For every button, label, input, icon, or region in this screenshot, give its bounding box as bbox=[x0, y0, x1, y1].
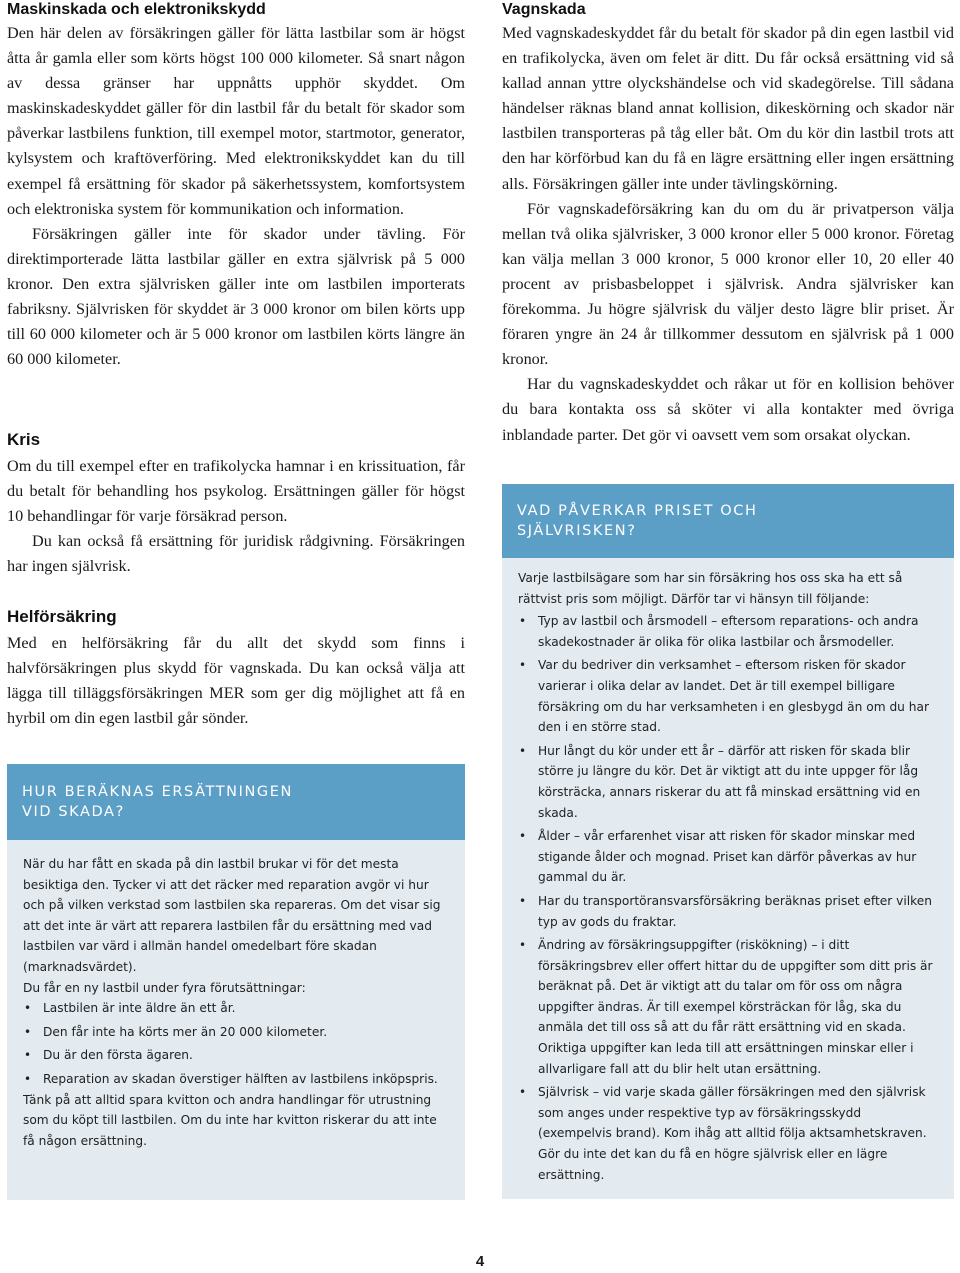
info-box-title-line2: SJÄLVRISKEN? bbox=[517, 523, 637, 539]
bullet-icon: • bbox=[519, 829, 527, 844]
info-box-title-line1: VAD PÅVERKAR PRISET OCH bbox=[517, 503, 758, 519]
bullet-list bbox=[23, 998, 449, 1089]
list-item: • Har du transportöransvarsförsäkring beräknas priset efter vilken typ av gods du fraktar. bbox=[518, 891, 938, 932]
list-item: • Typ av lastbil och årsmodell – eftersom reparations- och andra skadekostnader är olika för olika lastbilar och årsmodeller. bbox=[518, 611, 938, 652]
bullet-icon: • bbox=[24, 1001, 32, 1016]
info-box-title-line1: HUR BERÄKNAS ERSÄTTNINGEN bbox=[22, 784, 293, 800]
bullet-list bbox=[518, 611, 938, 1185]
info-box-body bbox=[502, 558, 954, 1185]
info-box-ersattning bbox=[7, 764, 465, 1200]
list-item: • Lastbilen är inte äldre än ett år. bbox=[23, 998, 449, 1019]
info-box-title-line2: VID SKADA? bbox=[22, 804, 125, 820]
paragraph: Med en helförsäkring får du allt det skydd som finns i halvförsäkringen plus skydd för vagnskada. Du kan också välja att lägga till tilläggsförsäkringen MER som ger dig möjlighet att få en hyrbil om din egen lastbil går sönder. bbox=[7, 634, 465, 728]
paragraph: Försäkringen gäller inte för skador under tävling. För direktimporterade lätta lastbilar gäller en extra självrisk på 5 000 kronor. Den extra självrisken gäller inte om lastbilen importerats fabriksny. Självrisken för skyddet är 3 000 kronor om bilen körts upp till 60 000 kilometer och är 5 000 kronor om lastbilen körts längre än 60 000 kilometer. bbox=[7, 224, 465, 369]
info-box-priset bbox=[502, 484, 954, 1199]
paragraph: Du kan också få ersättning för juridisk rådgivning. Försäkringen har ingen självrisk. bbox=[7, 532, 465, 576]
section-title: Maskinskada och elektronikskydd bbox=[7, 1, 266, 18]
paragraph: Du får en ny lastbil under fyra förutsättningar: bbox=[23, 980, 306, 995]
section-maskinskada bbox=[7, 0, 465, 372]
list-item: • Självrisk – vid varje skada gäller försäkringen med den självrisk som anges under respektive typ av försäkringsskydd (exempelvis brand). Kom ihåg att alltid följa aktsamhetskraven. Gör du inte det kan du få en högre självrisk eller en lägre ersättning. bbox=[518, 1082, 938, 1185]
bullet-icon: • bbox=[24, 1048, 32, 1063]
bullet-icon: • bbox=[519, 893, 527, 908]
paragraph: Tänk på att alltid spara kvitton och andra handlingar för utrustning som du köpt till lastbilen. Om du inte har kvitton riskerar du att inte få någon ersättning. bbox=[23, 1092, 437, 1148]
section-title: Helförsäkring bbox=[7, 607, 117, 626]
paragraph: Om du till exempel efter en trafikolycka hamnar i en krissituation, får du betalt för behandling hos psykolog. Ersättningen gäller för högst 10 behandlingar för varje försäkrad person. bbox=[7, 457, 465, 526]
paragraph: För vagnskadeförsäkring kan du om du är privatperson välja mellan två olika självrisker, 3 000 kronor eller 5 000 kronor. Företag kan välja mellan 3 000 kronor, 5 000 kronor eller 10, 20 eller 40 procent av prisbasbeloppet i självrisk. Andra självrisker kan förekomma. Ju högre självrisk du väljer desto lägre blir priset. Är föraren yngre än 24 år tillkommer dessutom en självrisk på 1 000 kronor. bbox=[502, 199, 954, 369]
section-title: Kris bbox=[7, 430, 41, 449]
page-number: 4 bbox=[475, 1253, 485, 1270]
bullet-icon: • bbox=[24, 1071, 32, 1086]
info-box-body bbox=[7, 840, 465, 1151]
section-vagnskada bbox=[502, 0, 954, 448]
paragraph: Med vagnskadeskyddet får du betalt för skador på din egen lastbil vid en trafikolycka, även om felet är ditt. Du får också ersättning vid så kallad annan yttre olyckshändelse och vid skadegörelse. Till sådana händelser räknas bland annat kollision, dikeskörning och skador när lastbilen transporteras på tåg eller båt. Om du kör din lastbil trots att den har körförbud kan du få en lägre ersättning eller ingen ersättning alls. Försäkringen gäller inte under tävlingskörning. bbox=[502, 24, 954, 193]
section-title: Vagnskada bbox=[502, 1, 586, 18]
paragraph: Den här delen av försäkringen gäller för lätta lastbilar som är högst åtta år gamla eller som körts högst 100 000 kilometer. Så snart någon av dessa gränser har uppnåtts upphör skyddet. Om maskinskadeskyddet gäller för din lastbil får du betalt för skador som påverkar lastbilens funktion, till exempel motor, startmotor, generator, kylsystem och kraftöverföring. Med elektronikskyddet kan du till exempel få ersättning för skador på säkerhetssystem, komfortsystem och elektroniska system för kommunikation och information. bbox=[7, 24, 465, 218]
section-kris bbox=[7, 429, 465, 579]
paragraph: Varje lastbilsägare som har sin försäkring hos oss ska ha ett så rättvist pris som möjligt. Därför tar vi hänsyn till följande: bbox=[518, 571, 903, 606]
list-item: • Den får inte ha körts mer än 20 000 kilometer. bbox=[23, 1022, 449, 1043]
bullet-icon: • bbox=[519, 1085, 527, 1100]
section-helforsakring bbox=[7, 606, 465, 731]
list-item: • Hur långt du kör under ett år – därför att risken för skada blir större ju längre du kör. Det är viktigt att du inte uppger för låg körsträcka, annars riskerar du att få minskad ersättning vid en skada. bbox=[518, 741, 938, 823]
list-item: • Var du bedriver din verksamhet – eftersom risken för skador varierar i olika delar av landet. Det är till exempel billigare försäkring om du har verksamheten i en glesbygd än om du har den i en större stad. bbox=[518, 655, 938, 737]
paragraph: Har du vagnskadeskyddet och råkar ut för en kollision behöver du bara kontakta oss så sköter vi alla kontakter med övriga inblandade parter. Det gör vi oavsett vem som orsakat olyckan. bbox=[502, 375, 954, 444]
paragraph: När du har fått en skada på din lastbil brukar vi för det mesta besiktiga den. Tycker vi att det räcker med reparation avgör vi hur och på vilken verkstad som lastbilen ska repareras. Om det visar sig att det inte är värt att reparera lastbilen får du ersättning med vad lastbilen var värd i allmän handel omedelbart före skadan (marknadsvärdet). bbox=[23, 857, 441, 974]
bullet-icon: • bbox=[519, 614, 527, 629]
list-item: • Reparation av skadan överstiger hälften av lastbilens inköpspris. bbox=[23, 1069, 449, 1090]
bullet-icon: • bbox=[519, 938, 527, 953]
bullet-icon: • bbox=[519, 658, 527, 673]
info-box-header bbox=[7, 764, 465, 840]
bullet-icon: • bbox=[519, 743, 527, 758]
list-item: • Ålder – vår erfarenhet visar att risken för skador minskar med stigande ålder och mognad. Priset kan därför påverkas av hur gammal du är. bbox=[518, 826, 938, 888]
list-item: • Du är den första ägaren. bbox=[23, 1045, 449, 1066]
list-item: • Ändring av försäkringsuppgifter (riskökning) – i ditt försäkringsbrev eller offert hittar du de uppgifter som ditt pris är beräknat på. Det är viktigt att du talar om för oss om några uppgifter ändras. Är till exempel körsträckan för låg, ska du anmäla det till oss så att du får rätt ersättning vid en skada. Oriktiga uppgifter kan leda till att ersättningen minskar eller i allvarligare fall att du blir helt utan ersättning. bbox=[518, 935, 938, 1079]
bullet-icon: • bbox=[24, 1024, 32, 1039]
info-box-header bbox=[502, 484, 954, 558]
